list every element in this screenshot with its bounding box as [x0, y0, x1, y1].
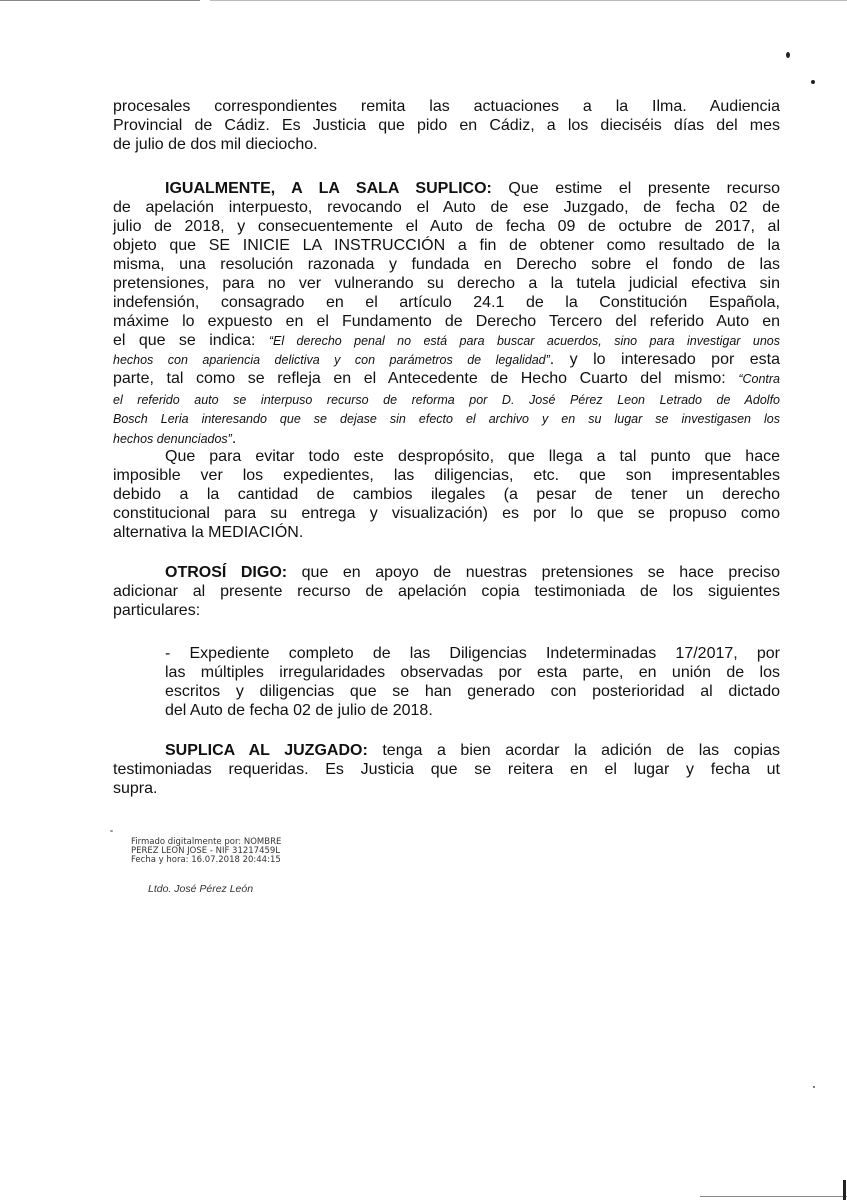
paragraph-line: de apelación interpuesto, revocando el Auto de ese Juzgado, de fecha 02 de	[113, 199, 780, 216]
paragraph-line: pretensiones, para no ver vulnerando su derecho a la tutela judicial efectiva sin	[113, 275, 780, 292]
scan-speck	[811, 80, 815, 84]
paragraph-line: debido a la cantidad de cambios ilegales (a pesar de tener un derecho	[113, 486, 780, 503]
scan-edge	[700, 1196, 847, 1197]
paragraph-line: de julio de dos mil dieciocho.	[113, 136, 318, 153]
scan-speck	[786, 52, 790, 58]
paragraph-line	[165, 563, 780, 582]
digital-signature-line: Firmado digitalmente por: NOMBRE	[131, 837, 282, 847]
paragraph-line	[113, 350, 780, 370]
paragraph-line: testimoniadas requeridas. Es Justicia que se reitera en el lugar y fecha ut	[113, 761, 780, 778]
quote: hechos denunciados”	[113, 432, 232, 446]
text: tenga a bien acordar la adición de las copias	[367, 742, 780, 759]
section-heading: OTROSÍ DIGO:	[165, 564, 288, 581]
quote: “El derecho penal no está para buscar acuerdos, sino para investigar unos	[268, 334, 780, 348]
section-heading: SUPLICA AL JUZGADO:	[165, 742, 368, 759]
scan-edge	[843, 1180, 846, 1200]
paragraph-line	[165, 179, 780, 198]
quote-line: el referido auto se interpuso recurso de reforma por D. José Pérez Leon Letrado de Adolfo	[113, 393, 780, 407]
list-item-line: - Expediente completo de las Diligencias Indeterminadas 17/2017, por	[165, 645, 780, 662]
text: el que se indica:	[113, 332, 269, 349]
signatory-name: Ltdo. José Pérez León	[148, 883, 254, 895]
paragraph-line: procesales correspondientes remita las actuaciones a la Ilma. Audiencia	[113, 98, 780, 115]
paragraph-line: alternativa la MEDIACIÓN.	[113, 524, 304, 541]
paragraph-line: misma, una resolución razonada y fundada en Derecho sobre el fondo de las	[113, 256, 780, 273]
paragraph-line: indefensión, consagrado en el artículo 24.1 de la Constitución Española,	[113, 294, 780, 311]
paragraph-line: Que para evitar todo este despropósito, que llega a tal punto que hace	[165, 448, 780, 465]
digital-signature-line: PEREZ LEON JOSE - NIF 31217459L	[131, 846, 281, 856]
quote: hechos con apariencia delictiva y con parámetros de legalidad”	[113, 353, 550, 367]
paragraph-line: Provincial de Cádiz. Es Justicia que pido en Cádiz, a los dieciséis días del mes	[113, 117, 780, 134]
digital-signature-line: Fecha y hora: 16.07.2018 20:44:15	[131, 855, 281, 865]
paragraph-line	[113, 331, 780, 351]
paragraph-line: supra.	[113, 780, 158, 797]
scan-speck	[110, 830, 113, 832]
section-heading: IGUALMENTE, A LA SALA SUPLICO:	[165, 180, 492, 197]
paragraph-line: particulares:	[113, 602, 201, 619]
list-item-line: del Auto de fecha 02 de julio de 2018.	[165, 702, 433, 719]
text: parte, tal como se refleja en el Antecedente de Hecho Cuarto del mismo:	[113, 370, 739, 387]
paragraph-line	[165, 741, 780, 760]
list-item-line: escritos y diligencias que se han generado con posterioridad al dictado	[165, 683, 780, 700]
text: Que estime el presente recurso	[491, 180, 780, 197]
paragraph-line	[113, 369, 780, 389]
paragraph-line: objeto que SE INICIE LA INSTRUCCIÓN a fin de obtener como resultado de la	[113, 237, 780, 254]
quote: “Contra	[738, 372, 780, 386]
scan-edge	[210, 0, 847, 1]
text: que en apoyo de nuestras pretensiones se hace preciso	[287, 564, 781, 581]
paragraph-line: máxime lo expuesto en el Fundamento de Derecho Tercero del referido Auto en	[113, 313, 780, 330]
text: .	[231, 430, 237, 447]
scan-speck	[813, 1086, 815, 1088]
text: . y lo interesado por esta	[549, 351, 780, 368]
paragraph-line: adicionar al presente recurso de apelación copia testimoniada de los siguientes	[113, 583, 780, 600]
paragraph-line	[113, 429, 780, 449]
scan-edge	[0, 0, 200, 1]
paragraph-line: julio de 2018, y consecuentemente el Auto de fecha 09 de octubre de 2017, al	[113, 218, 780, 235]
paragraph-line: constitucional para su entrega y visualización) es por lo que se propuso como	[113, 505, 780, 522]
quote-line: Bosch Leria interesando que se dejase sin efecto el archivo y en su lugar se investigasen los	[113, 412, 780, 426]
list-item-line: las múltiples irregularidades observadas por esta parte, en unión de los	[165, 664, 780, 681]
paragraph-line: imposible ver los expedientes, las diligencias, etc. que son impresentables	[113, 467, 780, 484]
